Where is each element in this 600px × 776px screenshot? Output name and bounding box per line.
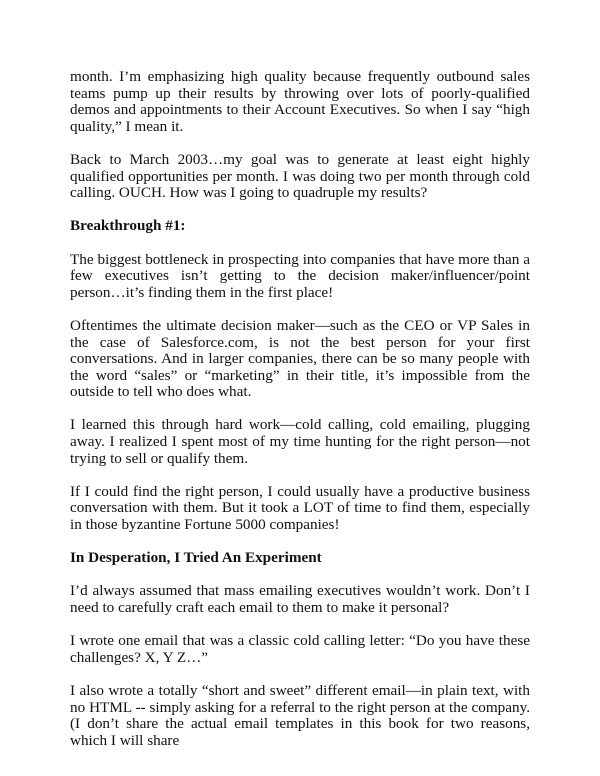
paragraph-march-2003: Back to March 2003…my goal was to generate at least eight highly qualified opportunities per month. I was doing two per month through cold calling. OUCH. How was I going to quadruple my results? (70, 150, 530, 202)
paragraph-hard-work: I learned this through hard work—cold calling, cold emailing, plugging away. I realized I spent most of my time hunting for the right person—not trying to sell or qualify them. (70, 416, 530, 467)
document-page (70, 69, 530, 766)
heading-experiment: In Desperation, I Tried An Experiment (70, 549, 322, 567)
paragraph-decision-maker: Oftentimes the ultimate decision maker—such as the CEO or VP Sales in the case of Salesforce.com, is not the best person for your first conversations. And in larger companies, there can be so many people with the word “sales” or “marketing” in their title, it’s impossible from the outside to tell who does what. (70, 316, 530, 401)
paragraph-bottleneck: The biggest bottleneck in prospecting into companies that have more than a few executives isn’t getting to the decision maker/influencer/point person…it’s finding them in the first place! (70, 250, 530, 301)
heading-breakthrough-1: Breakthrough #1: (70, 217, 186, 235)
paragraph-right-person: If I could find the right person, I could usually have a productive business conversation with them. But it took a LOT of time to find them, especially in those byzantine Fortune 5000 companies! (70, 482, 530, 534)
paragraph-mass-emailing: I’d always assumed that mass emailing executives wouldn’t work. Don’t I need to carefully craft each email to them to make it personal? (70, 582, 530, 616)
paragraph-short-and-sweet: I also wrote a totally “short and sweet” different email—in plain text, with no HTML -- simply asking for a referral to the right person at the company. (I don’t share the actual email templates in this book for two reasons, which I will share (70, 681, 530, 749)
paragraph-high-quality: month. I’m emphasizing high quality because frequently outbound sales teams pump up their results by throwing over lots of poorly-qualified demos and appointments to their Account Executives. So when I say “high quality,” I mean it. (70, 68, 530, 135)
paragraph-classic-letter: I wrote one email that was a classic cold calling letter: “Do you have these challenges? X, Y Z…” (70, 632, 530, 666)
